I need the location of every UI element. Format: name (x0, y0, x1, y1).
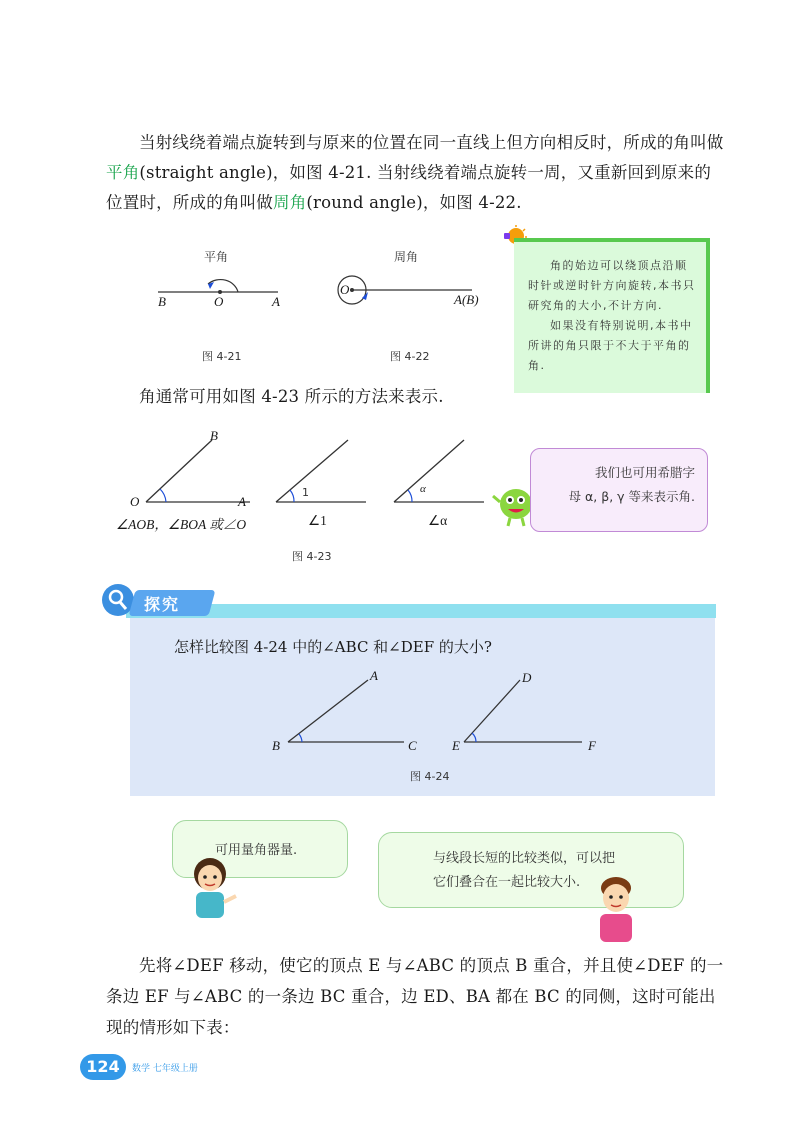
term-straight-angle: 平角 (106, 163, 140, 182)
boy-character-icon (592, 874, 642, 944)
fig23-angle-notation (140, 432, 520, 512)
fig24-angles (282, 672, 592, 748)
fig23-name-aob: ∠AOB，∠BOA 或∠O (116, 517, 247, 532)
greek-letter-bubble: 我们也可用希腊字 母 α, β, γ 等来表示角. (530, 448, 708, 532)
speech-bubble-protractor: 可用量角器量. (172, 820, 348, 878)
fig21-title: 平角 (204, 250, 229, 264)
speech-bubble-overlap: 与线段长短的比较类似，可以把 它们叠合在一起比较大小. (378, 832, 684, 908)
fig23-caption: 图 4-23 (292, 550, 332, 563)
fig22-title: 周角 (394, 250, 419, 264)
fig24-caption: 图 4-24 (410, 770, 450, 783)
girl-character-icon (184, 856, 240, 922)
book-title: 数学 七年级上册 (132, 1064, 198, 1074)
term-round-angle: 周角 (273, 193, 307, 212)
explore-band (126, 604, 716, 618)
notation-paragraph: 角通常可用如图 4-23 所示的方法来表示. (139, 387, 444, 406)
explore-question: 怎样比较图 4-24 中的∠ABC 和∠DEF 的大小? (174, 638, 492, 656)
fig23-name-alpha: ∠α (428, 513, 448, 528)
procedure-paragraph: 先将∠DEF 移动，使它的顶点 E 与∠ABC 的顶点 B 重合，并且使∠DEF 的一条边 EF 与∠ABC 的一条边 BC 重合，边 ED、BA 都在 BC 的同侧，这时可能出现的情形如下表： (106, 956, 724, 1037)
fig23-name-1: ∠1 (308, 513, 327, 528)
explore-tag-label: 探究 (144, 595, 181, 614)
fig22-caption: 图 4-22 (390, 350, 430, 363)
side-note: 角的始边可以绕顶点沿顺时针或逆时针方向旋转,本书只研究角的大小,不计方向. 如果没有特别说明,本书中所讲的角只限于不大于平角的角. (514, 238, 710, 393)
intro-paragraph: 当射线绕着端点旋转到与原来的位置在同一直线上但方向相反时，所成的角叫做平角(straight angle)，如图 4-21. 当射线绕着端点旋转一周，又重新回到原来的位置时，所成的角叫做周角(round angle)，如图 4-22. (106, 133, 724, 212)
page-number: 124 (80, 1054, 126, 1080)
fig21-caption: 图 4-21 (202, 350, 242, 363)
